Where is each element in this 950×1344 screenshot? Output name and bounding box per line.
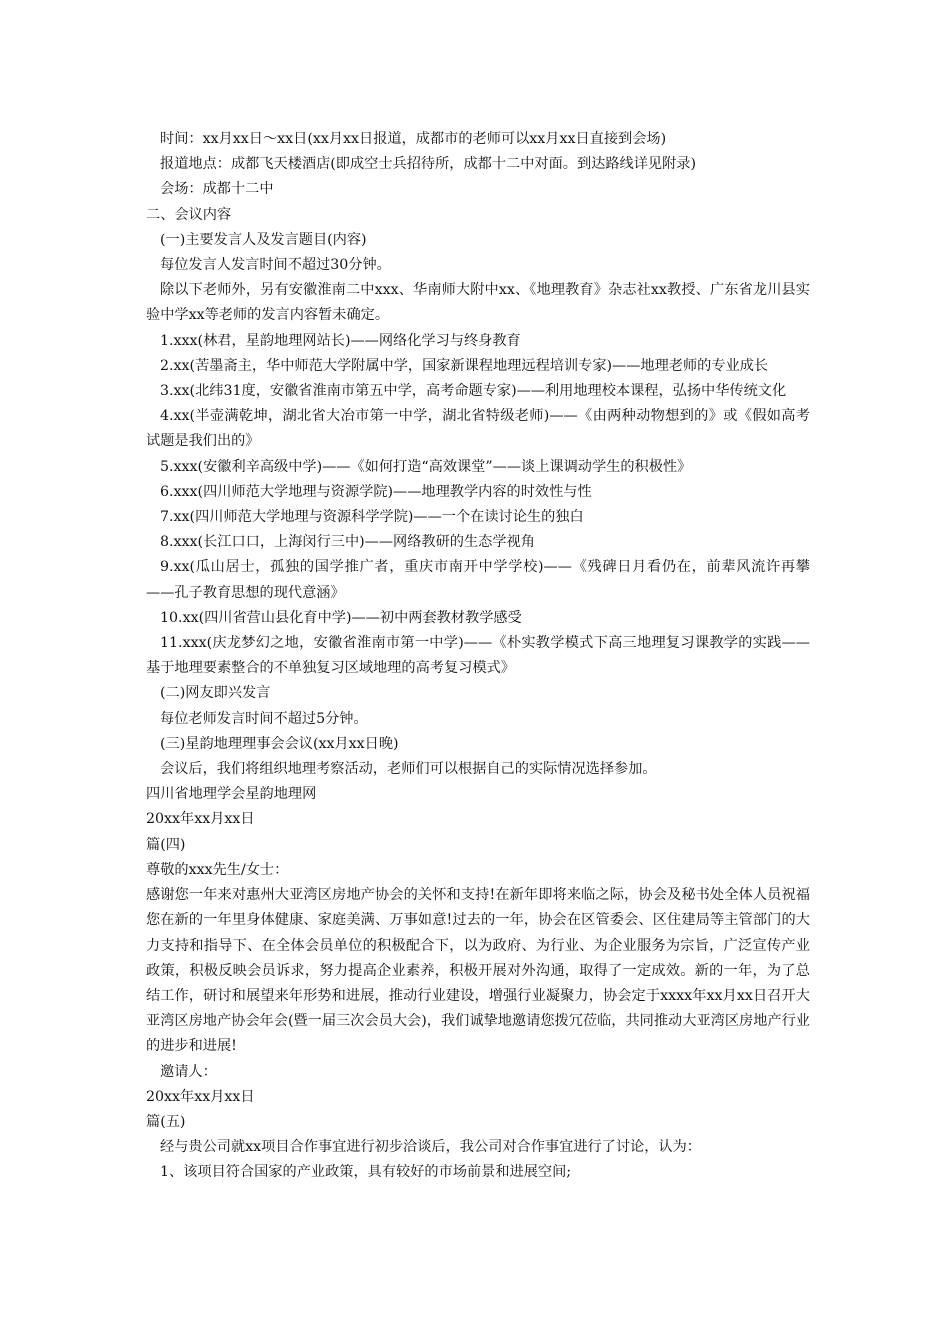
list-item: 8.xxx(长江口口，上海闵行三中)——网络教研的生态学视角 bbox=[160, 534, 535, 551]
text-paragraph: 会议后，我们将组织地理考察活动，老师们可以根据自己的实际情况选择参加。 bbox=[160, 761, 657, 778]
list-item: 1、该项目符合国家的产业政策，具有较好的市场前景和进展空间; bbox=[160, 1164, 572, 1181]
text-paragraph: 每位老师发言时间不超过5分钟。 bbox=[160, 710, 368, 727]
organization-signature: 四川省地理学会星韵地理网 bbox=[146, 786, 317, 803]
list-item: 3.xx(北纬31度，安徽省淮南市第五中学，高考命题专家)——利用地理校本课程，弘扬中华传统文化 bbox=[160, 383, 787, 400]
subsection-heading: (二)网友即兴发言 bbox=[160, 685, 271, 702]
chapter-heading: 篇(四) bbox=[146, 836, 186, 853]
section-heading: 二、会议内容 bbox=[146, 206, 232, 223]
chapter-heading: 篇(五) bbox=[146, 1113, 186, 1130]
document-body bbox=[146, 127, 810, 1186]
list-item: 2.xx(苦墨斋主，华中师范大学附属中学，国家新课程地理远程培训专家)——地理老师的专业成长 bbox=[160, 357, 769, 374]
text-paragraph: 报道地点：成都飞天楼酒店(即成空士兵招待所，成都十二中对面。到达路线详见附录) bbox=[160, 156, 697, 173]
list-item: 6.xxx(四川师范大学地理与资源学院)——地理教学内容的时效性与性 bbox=[160, 483, 592, 500]
list-item: 4.xx(半壶满乾坤，湖北省大冶市第一中学，湖北省特级老师)——《由两种动物想到的》或《假如高考试题是我们出的》 bbox=[146, 408, 810, 450]
text-paragraph: 感谢您一年来对惠州大亚湾区房地产协会的关怀和支持!在新年即将来临之际，协会及秘书处全体人员祝福您在新的一年里身体健康、家庭美满、万事如意!过去的一年，协会在区管委会、区住建局等主管部门的大力支持和指导下、在全体会员单位的积极配合下，以为政府、为行业、为企业服务为宗旨，广泛宣传产业政策，积极反映会员诉求，努力提高企业素养，积极开展对外沟通，取得了一定成效。新的一年，为了总结工作，研讨和展望来年形势和进展，推动行业建设，增强行业凝聚力，协会定于xxxx年xx月xx日召开大亚湾区房地产协会年会(暨一届三次会员大会)，我们诚挚地邀请您拨冗莅临，共同推动大亚湾区房地产行业的进步和进展! bbox=[146, 887, 810, 1055]
text-paragraph: 时间：xx月xx日～xx日(xx月xx日报道，成都市的老师可以xx月xx日直接到会场) bbox=[160, 131, 667, 147]
text-paragraph: 会场：成都十二中 bbox=[160, 181, 274, 198]
list-item: 5.xxx(安徽利辛高级中学)——《如何打造“高效课堂”——谈上课调动学生的积极性》 bbox=[160, 458, 692, 475]
list-item: 7.xx(四川师范大学地理与资源科学学院)——一个在读讨论生的独白 bbox=[160, 509, 584, 526]
inviter-label: 邀请人： bbox=[160, 1063, 217, 1080]
salutation: 尊敬的xxx先生/女士： bbox=[146, 861, 289, 878]
list-item: 9.xx(瓜山居士，孤独的国学推广者，重庆市南开中学学校)——《残碑日月看仍在，前辈风流许再攀——孔子教育思想的现代意涵》 bbox=[146, 559, 810, 601]
date-line: 20xx年xx月xx日 bbox=[146, 1088, 255, 1105]
text-paragraph: 每位发言人发言时间不超过30分钟。 bbox=[160, 257, 391, 274]
text-paragraph: 经与贵公司就xx项目合作事宜进行初步洽谈后，我公司对合作事宜进行了讨论，认为： bbox=[160, 1139, 701, 1156]
list-item: 11.xxx(庆龙梦幻之地，安徽省淮南市第一中学)——《朴实教学模式下高三地理复习课教学的实践——基于地理要素整合的不单独复习区域地理的高考复习模式》 bbox=[146, 635, 810, 677]
text-paragraph: 除以下老师外，另有安徽淮南二中xxx、华南师大附中xx、《地理教育》杂志社xx教授、广东省龙川县实验中学xx等老师的发言内容暂未确定。 bbox=[146, 282, 810, 324]
date-line: 20xx年xx月xx日 bbox=[146, 811, 255, 828]
list-item: 1.xxx(林君，星韵地理网站长)——网络化学习与终身教育 bbox=[160, 332, 521, 349]
subsection-heading: (三)星韵地理理事会会议(xx月xx日晚) bbox=[160, 735, 399, 752]
list-item: 10.xx(四川省营山县化育中学)——初中两套教材教学感受 bbox=[160, 609, 522, 626]
subsection-heading: (一)主要发言人及发言题目(内容) bbox=[160, 231, 367, 248]
